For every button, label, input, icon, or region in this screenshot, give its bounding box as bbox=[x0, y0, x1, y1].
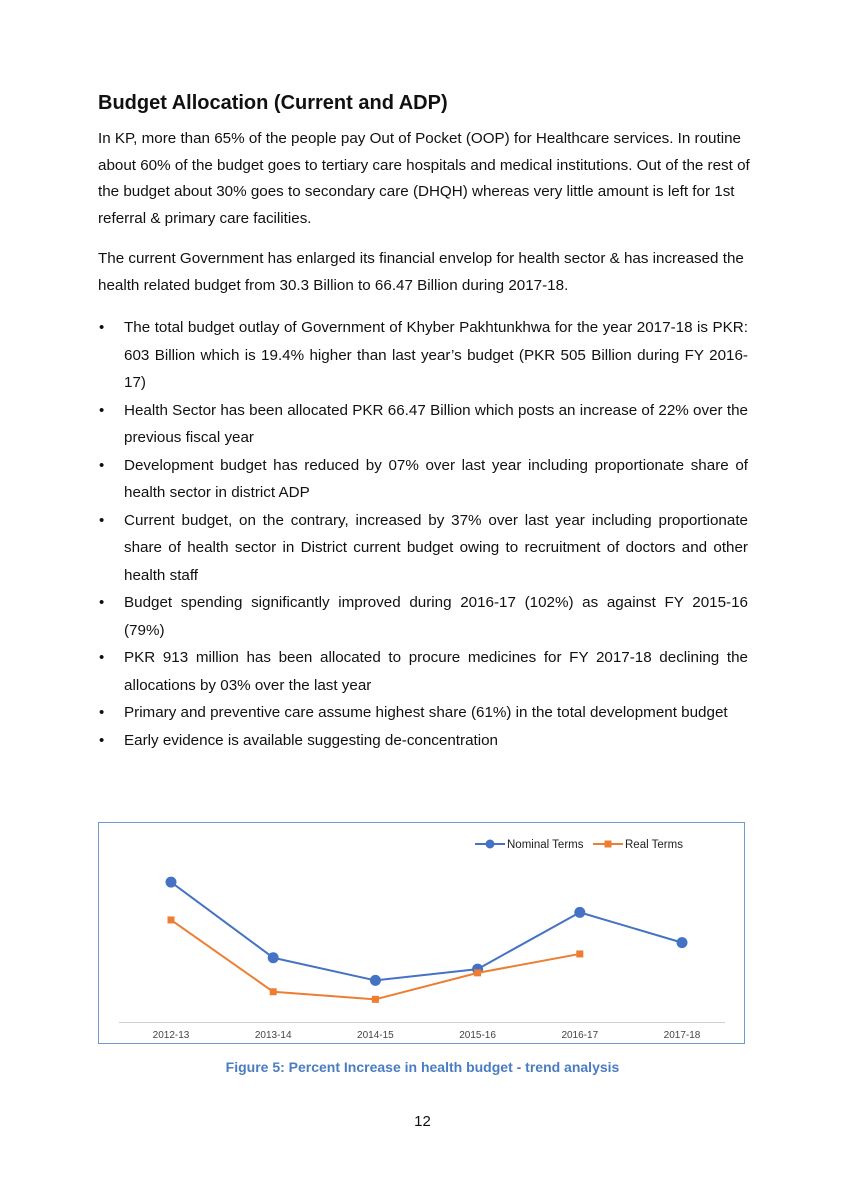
list-item-text: Current budget, on the contrary, increased by 37% over last year including proportionate share of health sector in District current budget owing to recruitment of doctors and other health staff bbox=[124, 511, 748, 584]
bullet-icon: • bbox=[99, 401, 105, 419]
bullet-list bbox=[98, 314, 748, 754]
data-point bbox=[370, 975, 381, 986]
page-number: 12 bbox=[414, 1113, 431, 1130]
bullet-icon: • bbox=[99, 594, 105, 611]
bullet-icon: • bbox=[99, 456, 105, 474]
list-item-text: Primary and preventive care assume highest share (61%) in the total development budget bbox=[124, 704, 728, 721]
chart-frame bbox=[98, 822, 745, 1044]
list-item-text: Development budget has reduced by 07% over last year including proportionate share of health sector in district ADP bbox=[124, 456, 748, 501]
x-tick-label: 2016-17 bbox=[561, 1030, 599, 1041]
data-point bbox=[270, 988, 277, 995]
list-item bbox=[98, 589, 748, 644]
list-item-text: Health Sector has been allocated PKR 66.47 Billion which posts an increase of 22% over the previous fiscal year bbox=[124, 401, 748, 446]
list-item bbox=[98, 644, 748, 699]
legend-label: Nominal Terms bbox=[507, 839, 584, 851]
list-item-text: PKR 913 million has been allocated to procure medicines for FY 2017-18 declining the allocations by 03% over the last year bbox=[124, 649, 748, 694]
series-line-nominal-terms bbox=[171, 882, 682, 980]
list-item bbox=[98, 727, 748, 755]
bullet-icon: • bbox=[99, 319, 105, 336]
paragraph-budget-increase: The current Government has enlarged its financial envelop for health sector & has increased the health related budget from 30.3 Billion to 66.47 Billion during 2017-18. bbox=[98, 250, 744, 294]
list-item-text: Budget spending significantly improved during 2016-17 (102%) as against FY 2015-16 (79%) bbox=[124, 594, 748, 639]
data-point bbox=[576, 950, 583, 957]
list-item bbox=[98, 314, 748, 397]
x-tick-label: 2014-15 bbox=[357, 1030, 394, 1041]
list-item bbox=[98, 452, 748, 507]
figure-caption: Figure 5: Percent Increase in health budget - trend analysis bbox=[225, 1059, 620, 1075]
bullet-icon: • bbox=[99, 649, 105, 666]
trend-line-chart bbox=[99, 823, 746, 1045]
list-item-text: Early evidence is available suggesting de-concentration bbox=[124, 731, 499, 749]
data-point bbox=[474, 969, 481, 976]
list-item bbox=[98, 699, 748, 727]
data-point bbox=[268, 952, 279, 963]
bullet-icon: • bbox=[99, 511, 105, 529]
legend-marker bbox=[486, 840, 495, 849]
data-point bbox=[166, 877, 177, 888]
paragraph-oop: In KP, more than 65% of the people pay Out of Pocket (OOP) for Healthcare services. In routine about 60% of the budget goes to tertiary care hospitals and medical institutions. Out of the rest of the budget about 30% goes to secondary care (DHQH) whereas very little amount is left for 1st referral & primary care facilities. bbox=[98, 130, 750, 227]
legend-marker bbox=[605, 841, 612, 848]
data-point bbox=[372, 996, 379, 1003]
data-point bbox=[168, 916, 175, 923]
legend-label: Real Terms bbox=[625, 839, 683, 851]
data-point bbox=[574, 907, 585, 918]
list-item bbox=[98, 397, 748, 452]
list-item bbox=[98, 507, 748, 590]
list-item-text: The total budget outlay of Government of Khyber Pakhtunkhwa for the year 2017-18 is PKR: 603 Billion which is 19.4% higher than last year’s budget (PKR 505 Billion during FY 2016-17) bbox=[124, 319, 748, 391]
x-tick-label: 2015-16 bbox=[459, 1030, 496, 1041]
bullet-icon: • bbox=[99, 731, 105, 749]
bullet-icon: • bbox=[99, 704, 105, 721]
section-heading: Budget Allocation (Current and ADP) bbox=[98, 92, 448, 114]
x-tick-label: 2013-14 bbox=[254, 1030, 292, 1041]
data-point bbox=[677, 937, 688, 948]
x-tick-label: 2017-18 bbox=[663, 1030, 701, 1041]
series-line-real-terms bbox=[171, 920, 580, 999]
x-tick-label: 2012-13 bbox=[152, 1030, 190, 1041]
